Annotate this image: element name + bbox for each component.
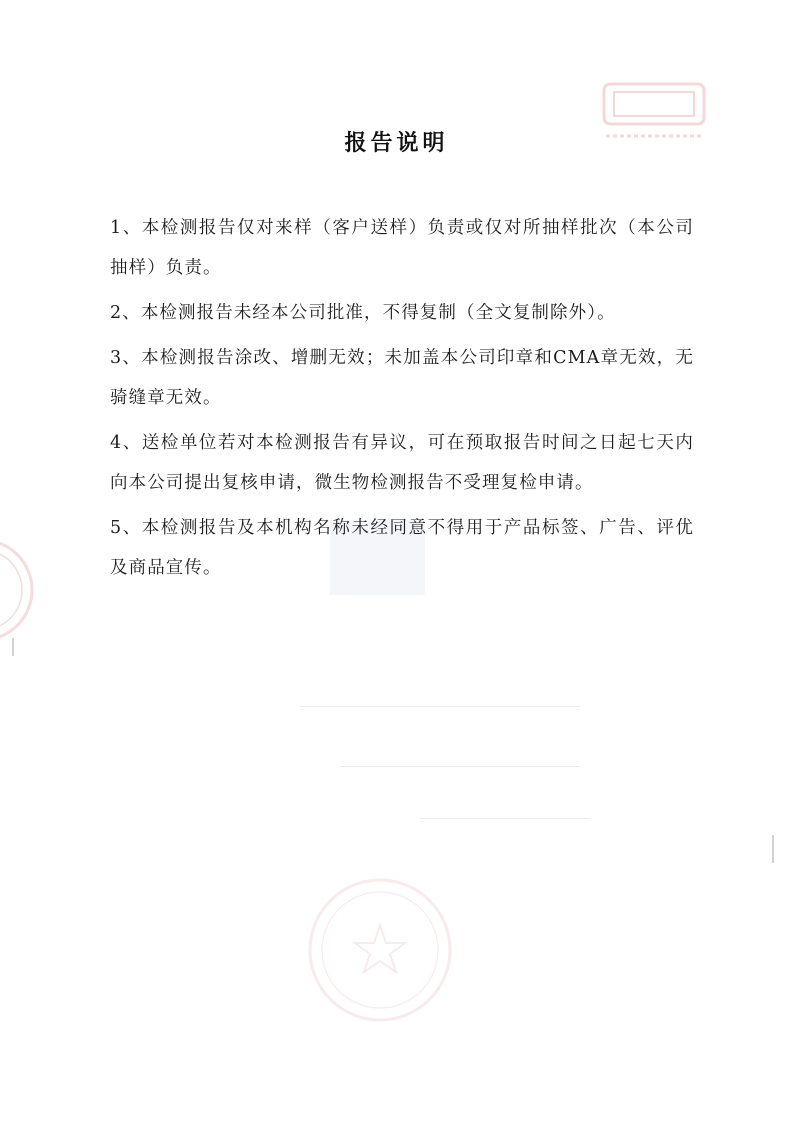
- note-item: 1、本检测报告仅对来样（客户送样）负责或仅对所抽样批次（本公司抽样）负责。: [110, 218, 694, 278]
- edge-mark: [772, 835, 774, 863]
- note-item: 4、送检单位若对本检测报告有异议，可在预取报告时间之日起七天内向本公司提出复核申请，微生物检测报告不受理复检申请。: [110, 433, 694, 493]
- ghost-line: [420, 818, 590, 819]
- note-item: 3、本检测报告涂改、增删无效；未加盖本公司印章和CMA章无效，无骑缝章无效。: [110, 348, 694, 408]
- note-item: 2、本检测报告未经本公司批准，不得复制（全文复制除外）。: [110, 303, 616, 323]
- note-item: 5、本检测报告及本机构名称未经同意不得用于产品标签、广告、评优及商品宣传。: [110, 518, 694, 578]
- page-title: 报告说明: [344, 131, 449, 156]
- ghost-seal-mark: [300, 870, 460, 1030]
- notes-list: [110, 208, 694, 593]
- ghost-line: [340, 766, 580, 767]
- ghost-line: [300, 706, 580, 707]
- ghost-seal-mark: [0, 535, 48, 645]
- edge-mark: [12, 638, 14, 656]
